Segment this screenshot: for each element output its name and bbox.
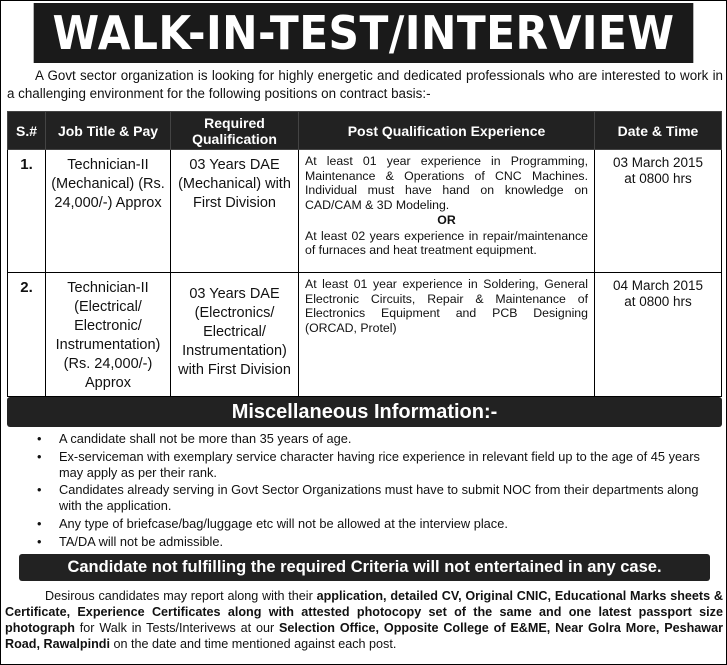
criteria-banner: Candidate not fulfilling the required Criteria will not entertained in any case. [19, 554, 710, 581]
header-experience: Post Qualification Experience [299, 112, 595, 150]
footer-text-3: on the date and time mentioned against each post. [109, 637, 397, 651]
footer-text-2: for Walk in Tests/Interivews at our [74, 621, 280, 635]
header-sno: S.# [8, 112, 46, 150]
intro-paragraph [7, 67, 723, 103]
row-1-sno: 1. [8, 150, 46, 273]
row-2-date-time [595, 273, 722, 397]
header-date-time: Date & Time [595, 112, 722, 150]
row-1-or: OR [437, 213, 456, 227]
row-2-job-title: Technician-II (Electrical/ Electronic/ Instrumentation) (Rs. 24,000/-) Approx [46, 273, 171, 397]
table-row [8, 273, 722, 397]
jobs-table [7, 111, 722, 397]
row-2-qualification: 03 Years DAE (Electronics/ Electrical/ Instrumentation) with First Division [171, 273, 299, 397]
footer-address: Selection Office, Opposite College of E&ME, Near Golra More, Peshawar Road, Rawalpindi [5, 621, 723, 651]
row-1-date: 03 March 2015 [612, 155, 704, 170]
row-1-experience [299, 150, 595, 273]
row-2-experience-a: At least 01 year experience in Soldering, General Electronic Circuits, Repair & Maintenance of Electronics Equipment and PCB Designing (ORCAD, Protel) [305, 277, 588, 335]
row-1-experience-b: At least 02 years experience in repair/maintenance of furnaces and heat treatment equipment. [305, 228, 588, 257]
row-1-time: at 0800 hrs [624, 171, 692, 186]
misc-list [7, 431, 719, 552]
row-1-job-title: Technician-II (Mechanical) (Rs. 24,000/-) Approx [46, 150, 171, 273]
list-item: • A candidate shall not be more than 35 years of age. [7, 431, 719, 447]
table-header-row [8, 112, 722, 150]
row-1-qualification: 03 Years DAE (Mechanical) with First Division [171, 150, 299, 273]
header-qualification: Required Qualification [171, 112, 299, 150]
list-item: • Any type of briefcase/bag/luggage etc will not be allowed at the interview place. [7, 516, 719, 532]
footer-text-1: Desirous candidates may report along with their [45, 589, 317, 603]
page-title: WALK-IN-TEST/INTERVIEW [34, 3, 694, 63]
list-item: • Candidates already serving in Govt Sector Organizations must have to submit NOC from their departments along with the application. [7, 482, 719, 514]
intro-text: A Govt sector organization is looking for highly energetic and dedicated professionals who are interested to work in a challenging environment for the following positions on contract basis:- [7, 68, 723, 101]
header-job-title: Job Title & Pay [46, 112, 171, 150]
list-item: • Ex-serviceman with exemplary service character having rice experience in relevant field up to the age of 45 years may apply as per their rank. [7, 449, 719, 481]
row-2-time: at 0800 hrs [624, 294, 692, 309]
table-row [8, 150, 722, 273]
misc-heading: Miscellaneous Information:- [7, 397, 722, 427]
row-1-date-time [595, 150, 722, 273]
footer-documents: application, detailed CV, Original CNIC, Educational Marks sheets & Certificate, Experience Certificates along with attested photocopy set of the same and one latest passport size photograph [5, 589, 723, 635]
list-item: • TA/DA will not be admissible. [7, 534, 719, 550]
row-2-date: 04 March 2015 [612, 278, 704, 293]
row-2-experience [299, 273, 595, 397]
row-2-sno: 2. [8, 273, 46, 397]
row-1-experience-a: At least 01 year experience in Programming, Maintenance & Operations of CNC Machines. Individual must have hand on knowledge on CAD/CAM & 3D Modeling. [305, 154, 588, 212]
footer-paragraph [5, 588, 723, 652]
